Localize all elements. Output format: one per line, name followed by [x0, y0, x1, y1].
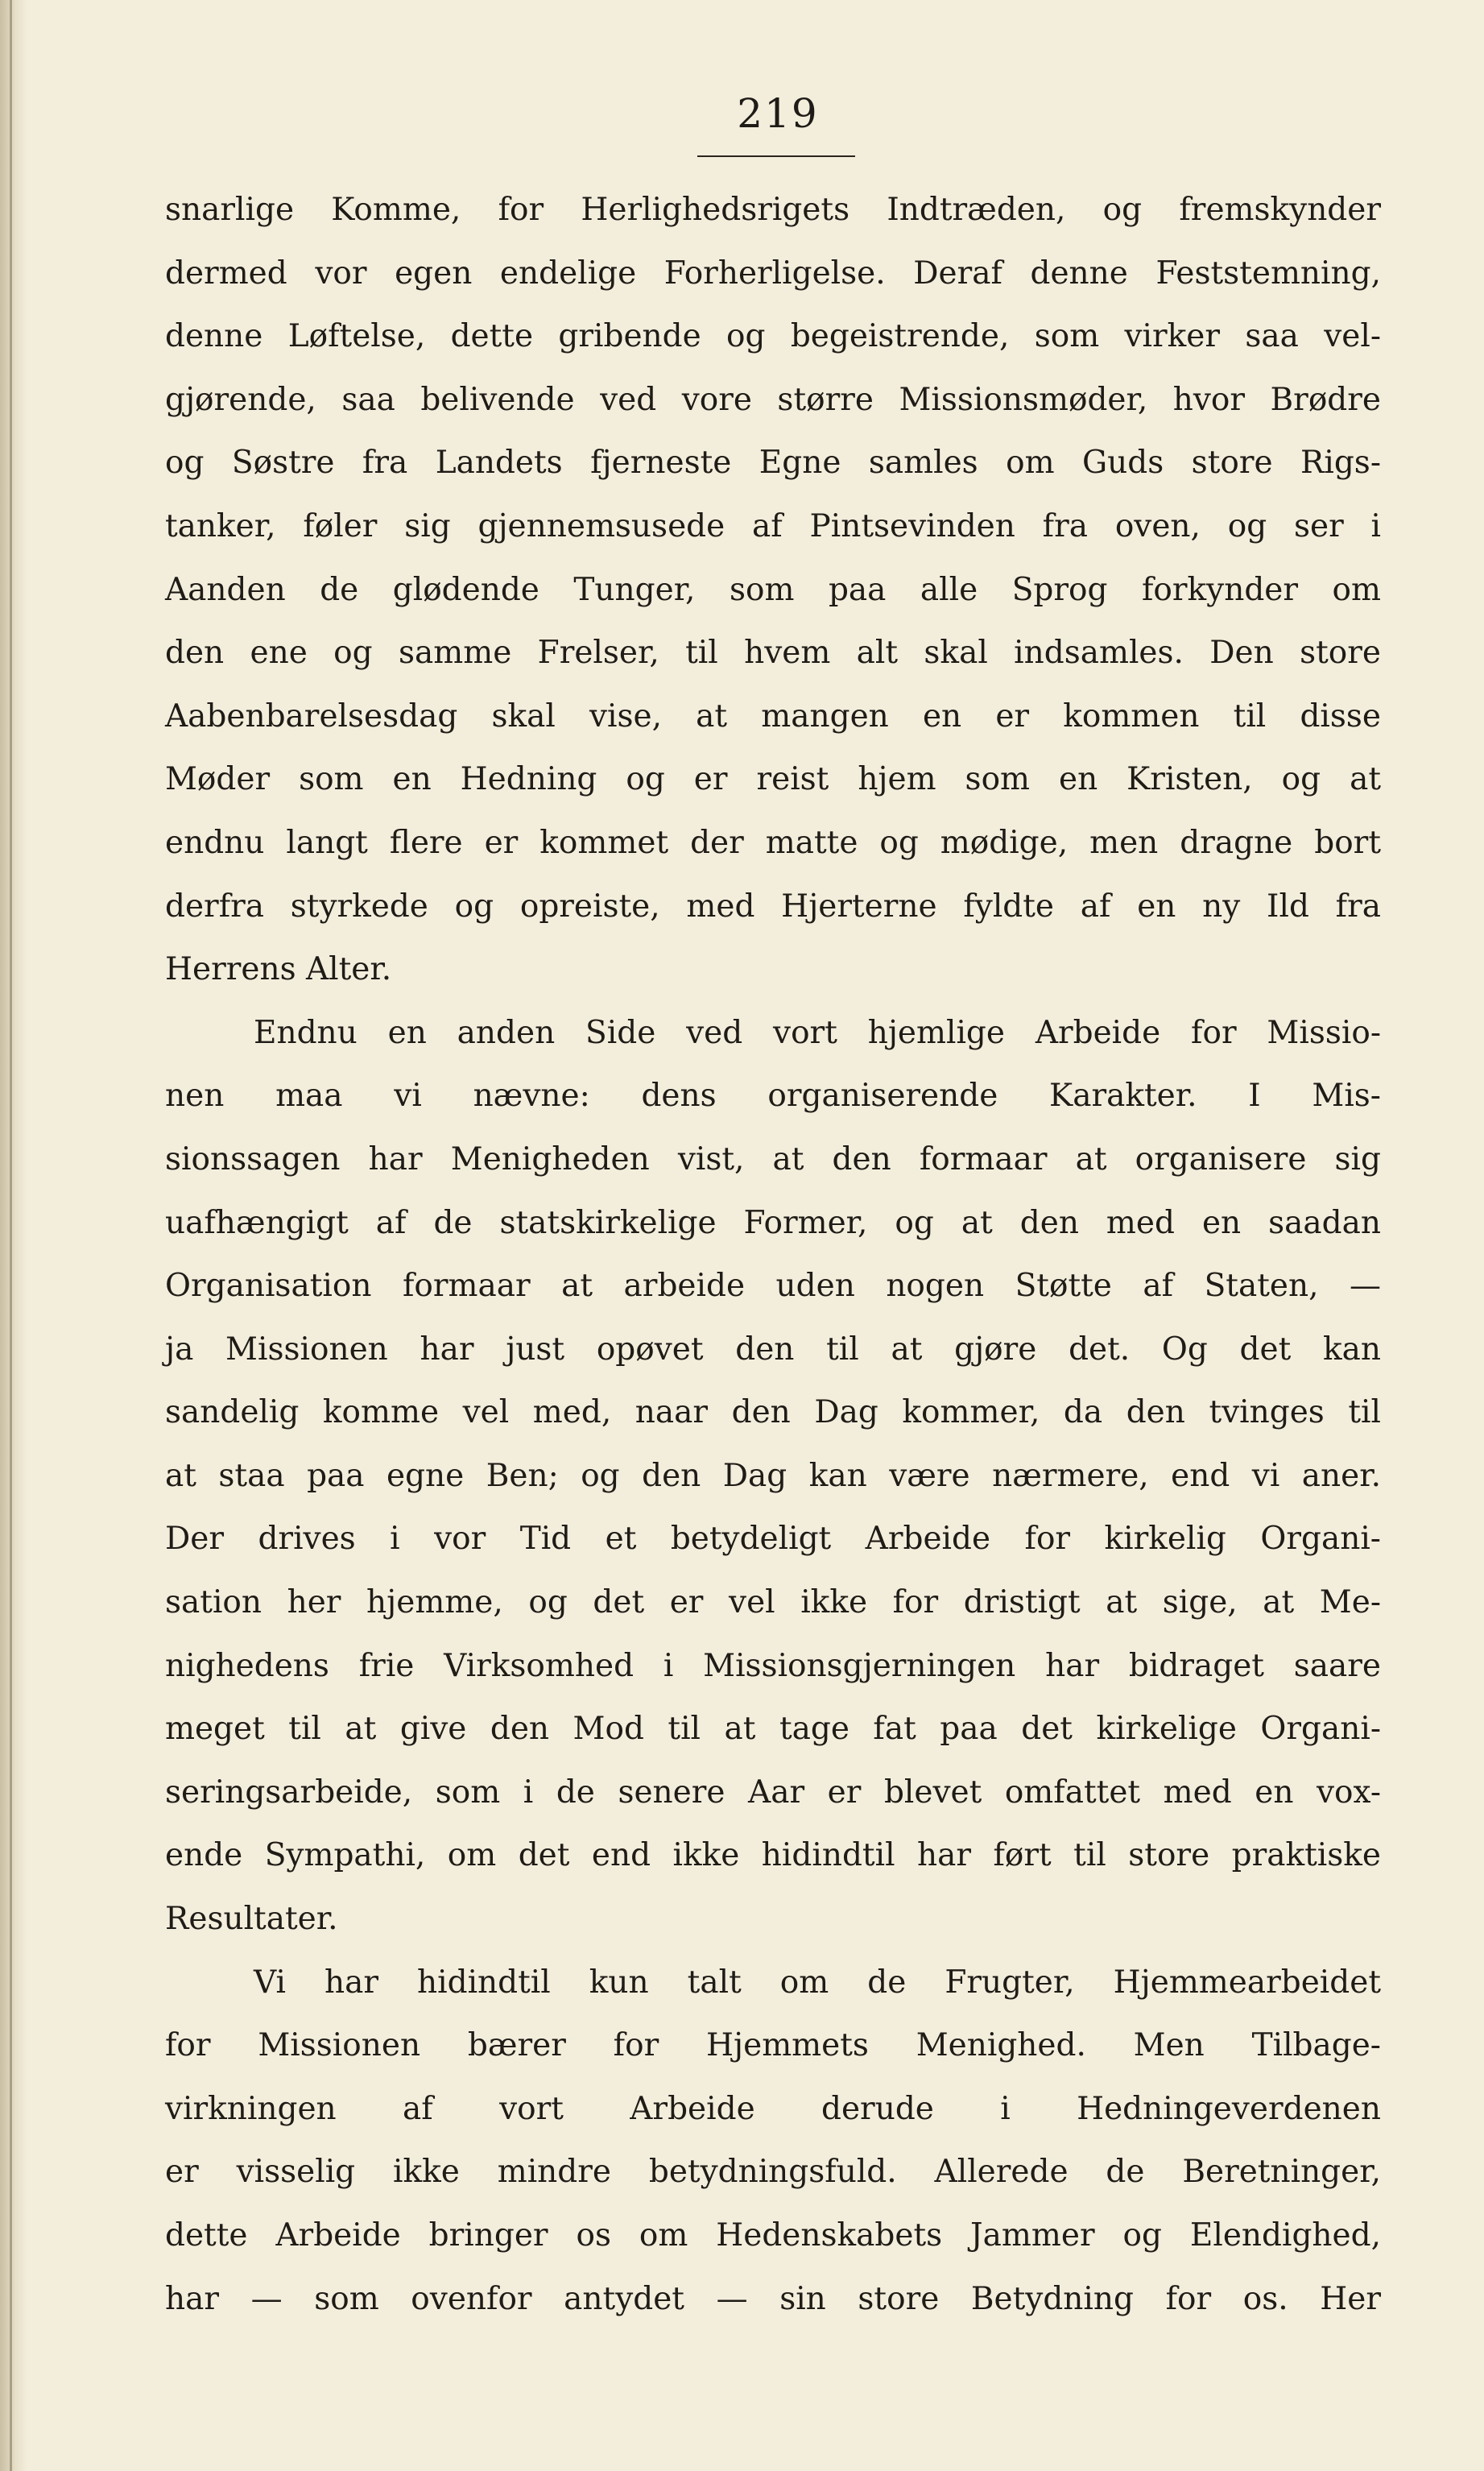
- text-line: meget til at give den Mod til at tage fat paa det kirkelige Organi-: [165, 1711, 1381, 1748]
- text-line: sation her hjemme, og det er vel ikke for dristigt at sige, at Me-: [165, 1584, 1381, 1621]
- text-line: dermed vor egen endelige Forherligelse. Deraf denne Feststemning,: [165, 255, 1381, 292]
- text-line: endnu langt flere er kommet der matte og mødige, men dragne bort: [165, 824, 1381, 861]
- text-line: og Søstre fra Landets fjerneste Egne samles om Guds store Rigs-: [165, 445, 1381, 482]
- text-line: tanker, føler sig gjennemsusede af Pintsevinden fra oven, og ser i: [165, 507, 1381, 544]
- page-spine-line: [10, 0, 12, 2471]
- text-line: nighedens frie Virksomhed i Missionsgjerningen har bidraget saare: [165, 1647, 1381, 1684]
- text-line: Der drives i vor Tid et betydeligt Arbeide for kirkelig Organi-: [165, 1521, 1381, 1558]
- text-line: ende Sympathi, om det end ikke hidindtil har ført til store praktiske: [165, 1837, 1381, 1874]
- text-line: ja Missionen har just opøvet den til at gjøre det. Og det kan: [165, 1331, 1381, 1368]
- text-line: sionssagen har Menigheden vist, at den formaar at organisere sig: [165, 1140, 1381, 1178]
- text-line: Aabenbarelsesdag skal vise, at mangen en er kommen til disse: [165, 697, 1381, 735]
- header-rule: [697, 155, 855, 157]
- text-line: er visselig ikke mindre betydningsfuld. Allerede de Beretninger,: [165, 2154, 1381, 2191]
- paragraph: [165, 1002, 1381, 1952]
- text-line: den ene og samme Frelser, til hvem alt skal indsamles. Den store: [165, 635, 1381, 672]
- text-line: sandelig komme vel med, naar den Dag kommer, da den tvinges til: [165, 1394, 1381, 1431]
- text-line: derfra styrkede og opreiste, med Hjerterne fyldte af en ny Ild fra: [165, 888, 1381, 925]
- text-line: Herrens Alter.: [165, 951, 392, 988]
- text-line: Organisation formaar at arbeide uden nogen Støtte af Staten, —: [165, 1268, 1381, 1305]
- paragraph: [165, 179, 1381, 1002]
- text-line: virkningen af vort Arbeide derude i Hedningeverdenen: [165, 2090, 1381, 2127]
- text-line: Aanden de glødende Tunger, som paa alle Sprog forkynder om: [165, 571, 1381, 608]
- text-line: denne Løftelse, dette gribende og begeistrende, som virker saa vel-: [165, 318, 1381, 355]
- text-line: gjørende, saa belivende ved vore større Missionsmøder, hvor Brødre: [165, 381, 1381, 418]
- paragraph: [165, 1952, 1381, 2332]
- text-line: for Missionen bærer for Hjemmets Menighed. Men Tilbage-: [165, 2027, 1381, 2064]
- text-line: Resultater.: [165, 1901, 338, 1938]
- page-spine-shadow: [0, 0, 27, 2471]
- text-line: Endnu en anden Side ved vort hjemlige Arbeide for Missio-: [254, 1014, 1381, 1051]
- text-body: [165, 179, 1381, 2331]
- text-line: snarlige Komme, for Herlighedsrigets Indtræden, og fremskynder: [165, 192, 1381, 228]
- text-line: Møder som en Hedning og er reist hjem som en Kristen, og at: [165, 761, 1381, 798]
- text-line: nen maa vi nævne: dens organiserende Karakter. I Mis-: [165, 1078, 1381, 1115]
- text-line: at staa paa egne Ben; og den Dag kan være nærmere, end vi aner.: [165, 1457, 1381, 1494]
- text-line: uafhængigt af de statskirkelige Former, og at den med en saadan: [165, 1204, 1381, 1241]
- text-line: seringsarbeide, som i de senere Aar er blevet omfattet med en vox-: [165, 1774, 1381, 1811]
- text-line: Vi har hidindtil kun talt om de Frugter, Hjemmearbeidet: [254, 1964, 1381, 2001]
- text-line: dette Arbeide bringer os om Hedenskabets Jammer og Elendighed,: [165, 2217, 1381, 2254]
- text-line: har — som ovenfor antydet — sin store Betydning for os. Her: [165, 2280, 1381, 2317]
- page-number: 219: [737, 90, 819, 137]
